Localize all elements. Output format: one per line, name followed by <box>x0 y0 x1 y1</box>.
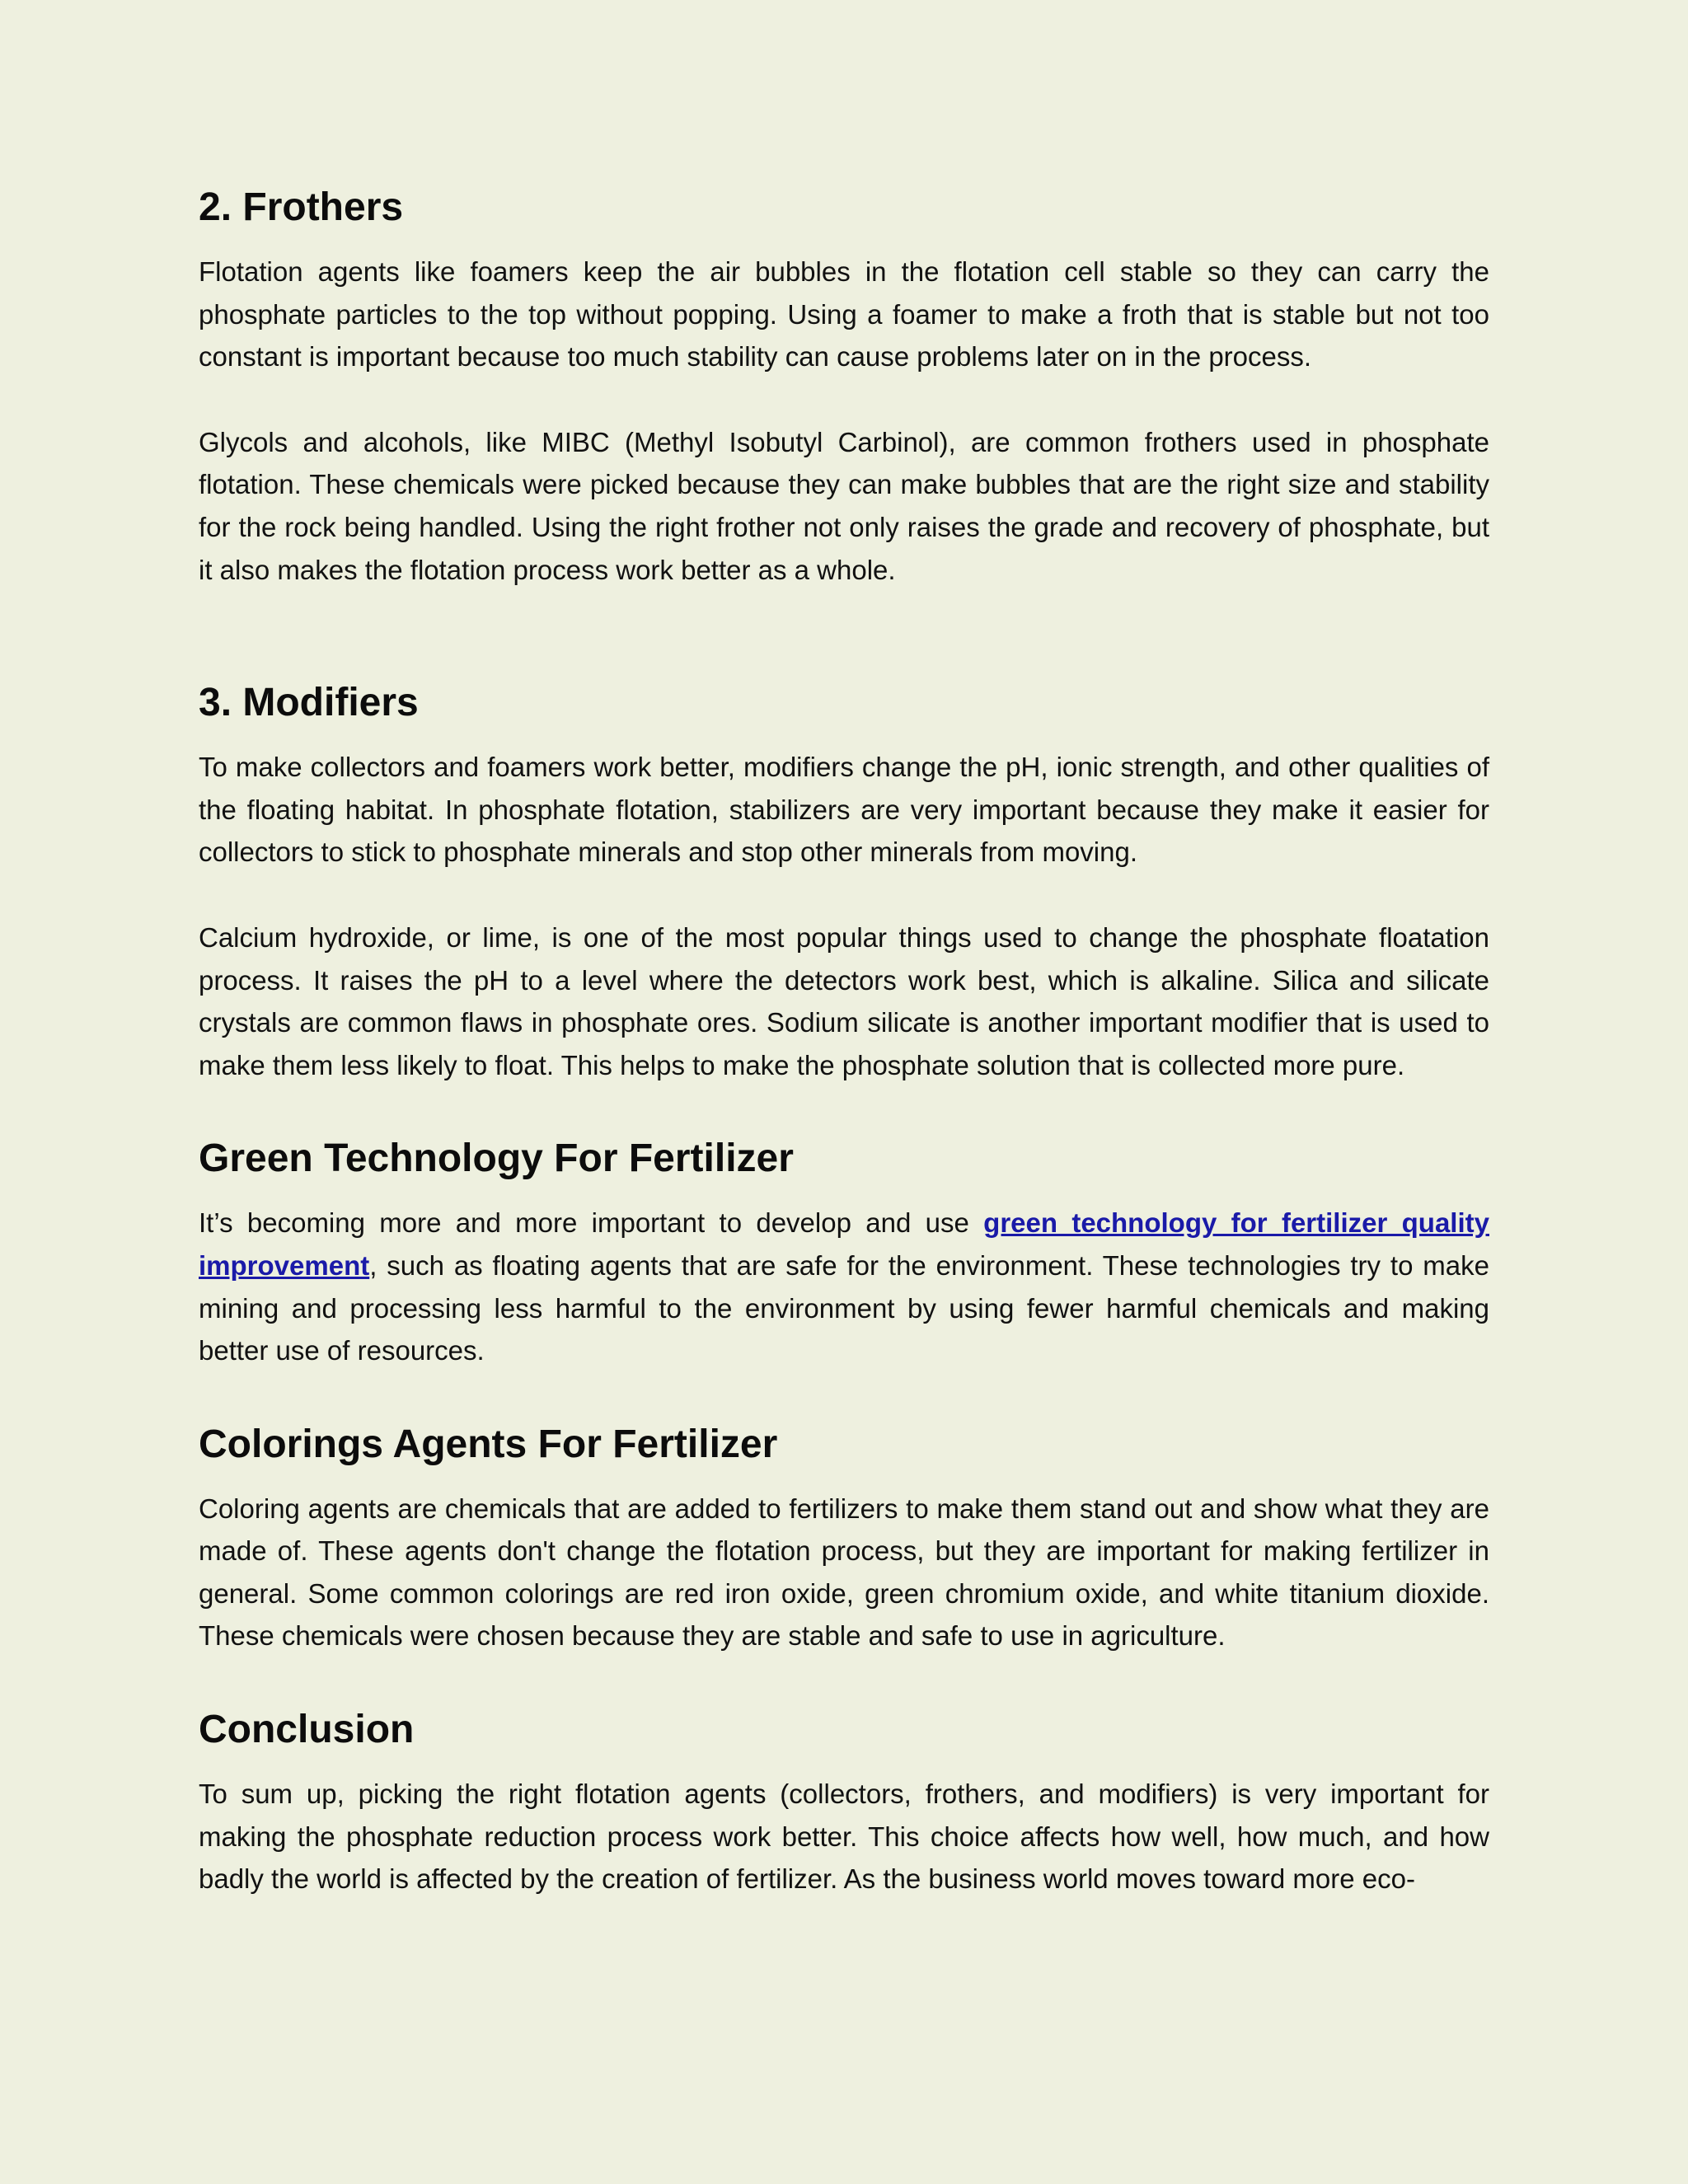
paragraph: Calcium hydroxide, or lime, is one of the most popular things used to change the phosphate floatation process. It raises the pH to a level where the detectors work best, which is alkaline. Silica and silicate crystals are common flaws in phosphate ores. Sodium silicate is another important modifier that is used to make them less likely to float. This helps to make the phosphate solution that is collected more pure. <box>199 921 1489 1080</box>
section-conclusion <box>199 1705 1489 1900</box>
paragraph-text: It’s becoming more and more important to develop and use <box>199 1207 984 1239</box>
section-heading: Green Technology For Fertilizer <box>199 1137 794 1181</box>
section-heading: Conclusion <box>199 1708 415 1752</box>
document-page <box>199 183 1489 1900</box>
section-frothers <box>199 183 1489 591</box>
paragraph-text: , such as floating agents that are safe for the environment. These technologies try to make mining and processing less harmful to the environment by using fewer harmful chemicals and making better use of resources. <box>199 1249 1489 1366</box>
paragraph: Flotation agents like foamers keep the air bubbles in the flotation cell stable so they can carry the phosphate particles to the top without popping. Using a foamer to make a froth that is stable but not too constant is important because too much stability can cause problems later on in the process. <box>199 256 1489 373</box>
section-heading: Colorings Agents For Fertilizer <box>199 1422 778 1466</box>
paragraph: To make collectors and foamers work better, modifiers change the pH, ionic strength, and other qualities of the floating habitat. In phosphate flotation, stabilizers are very important because they make it easier for collectors to stick to phosphate minerals and stop other minerals from moving. <box>199 752 1489 868</box>
paragraph: Glycols and alcohols, like MIBC (Methyl Isobutyl Carbinol), are common frothers used in phosphate flotation. These chemicals were picked because they can make bubbles that are the right size and stability for the rock being handled. Using the right frother not only raises the grade and recovery of phosphate, but it also makes the flotation process work better as a whole. <box>199 426 1489 585</box>
section-heading: 2. Frothers <box>199 185 404 229</box>
section-heading: 3. Modifiers <box>199 681 419 725</box>
section-green-technology <box>199 1134 1489 1371</box>
green-technology-link[interactable]: green technology for fertilizer quality improvement <box>199 1207 1489 1281</box>
paragraph-with-link <box>199 1202 1489 1371</box>
section-coloring-agents <box>199 1420 1489 1657</box>
paragraph: To sum up, picking the right flotation agents (collectors, frothers, and modifiers) is very important for making the phosphate reduction process work better. This choice affects how well, how much, and how badly the world is affected by the creation of fertilizer. As the business world moves toward more eco- <box>199 1779 1489 1895</box>
paragraph: Coloring agents are chemicals that are added to fertilizers to make them stand out and show what they are made of. These agents don't change the flotation process, but they are important for making fertilizer in general. Some common colorings are red iron oxide, green chromium oxide, and white titanium dioxide. These chemicals were chosen because they are stable and safe to use in agriculture. <box>199 1493 1489 1652</box>
section-modifiers <box>199 678 1489 1086</box>
